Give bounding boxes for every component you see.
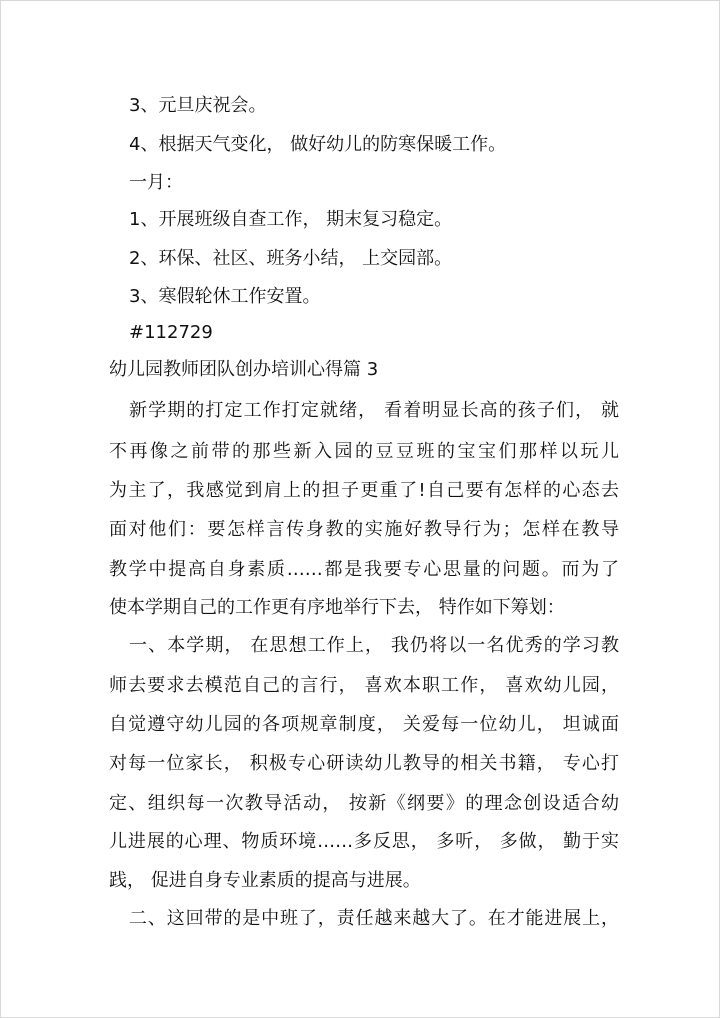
list-item: 4、根据天气变化， 做好幼儿的防寒保暖工作。 (129, 134, 507, 155)
document-code: #112729 (129, 322, 213, 343)
paragraph-line: 师去要求去模范自己的言行， 喜欢本职工作， 喜欢幼儿园， (109, 675, 619, 696)
paragraph-line: 新学期的打定工作打定就绪， 看着明显长高的孩子们， 就 (129, 400, 619, 421)
paragraph-line: 为主了，我感觉到肩上的担子更重了!自己要有怎样的心态去 (109, 480, 619, 501)
article-title: 幼儿园教师团队创办培训心得篇 3 (109, 359, 379, 380)
paragraph-line: 不再像之前带的那些新入园的豆豆班的宝宝们那样以玩儿 (109, 441, 619, 462)
paragraph-line: 二、这回带的是中班了，责任越来越大了。在才能进展上， (129, 908, 619, 929)
paragraph-line: 使本学期自己的工作更有序地举行下去， 特作如下筹划： (109, 597, 565, 618)
list-item: 1、开展班级自查工作， 期末复习稳定。 (129, 209, 453, 230)
paragraph-line: 自觉遵守幼儿园的各项规章制度， 关爱每一位幼儿， 坦诚面 (109, 714, 619, 735)
paragraph-line: 教学中提高自身素质……都是我要专心思量的问题。而为了 (109, 559, 619, 580)
section-label: 一月： (129, 172, 183, 193)
paragraph-line: 面对他们：要怎样言传身教的实施好教导行为；怎样在教导 (109, 519, 619, 540)
list-item: 2、环保、社区、班务小结， 上交园部。 (129, 248, 453, 269)
list-item: 3、元旦庆祝会。 (129, 95, 267, 116)
paragraph-line: 对每一位家长， 积极专心研读幼儿教导的相关书籍， 专心打 (109, 753, 619, 774)
paragraph-line: 儿进展的心理、物质环境……多反思， 多听， 多做， 勤于实 (109, 831, 619, 852)
paragraph-line: 践， 促进自身专业素质的提高与进展。 (109, 870, 421, 891)
list-item: 3、寒假轮休工作安置。 (129, 286, 321, 307)
paragraph-line: 一、本学期， 在思想工作上， 我仍将以一名优秀的学习教 (129, 635, 619, 656)
paragraph-line: 定、组织每一次教导活动， 按新《纲要》的理念创设适合幼 (109, 793, 619, 814)
